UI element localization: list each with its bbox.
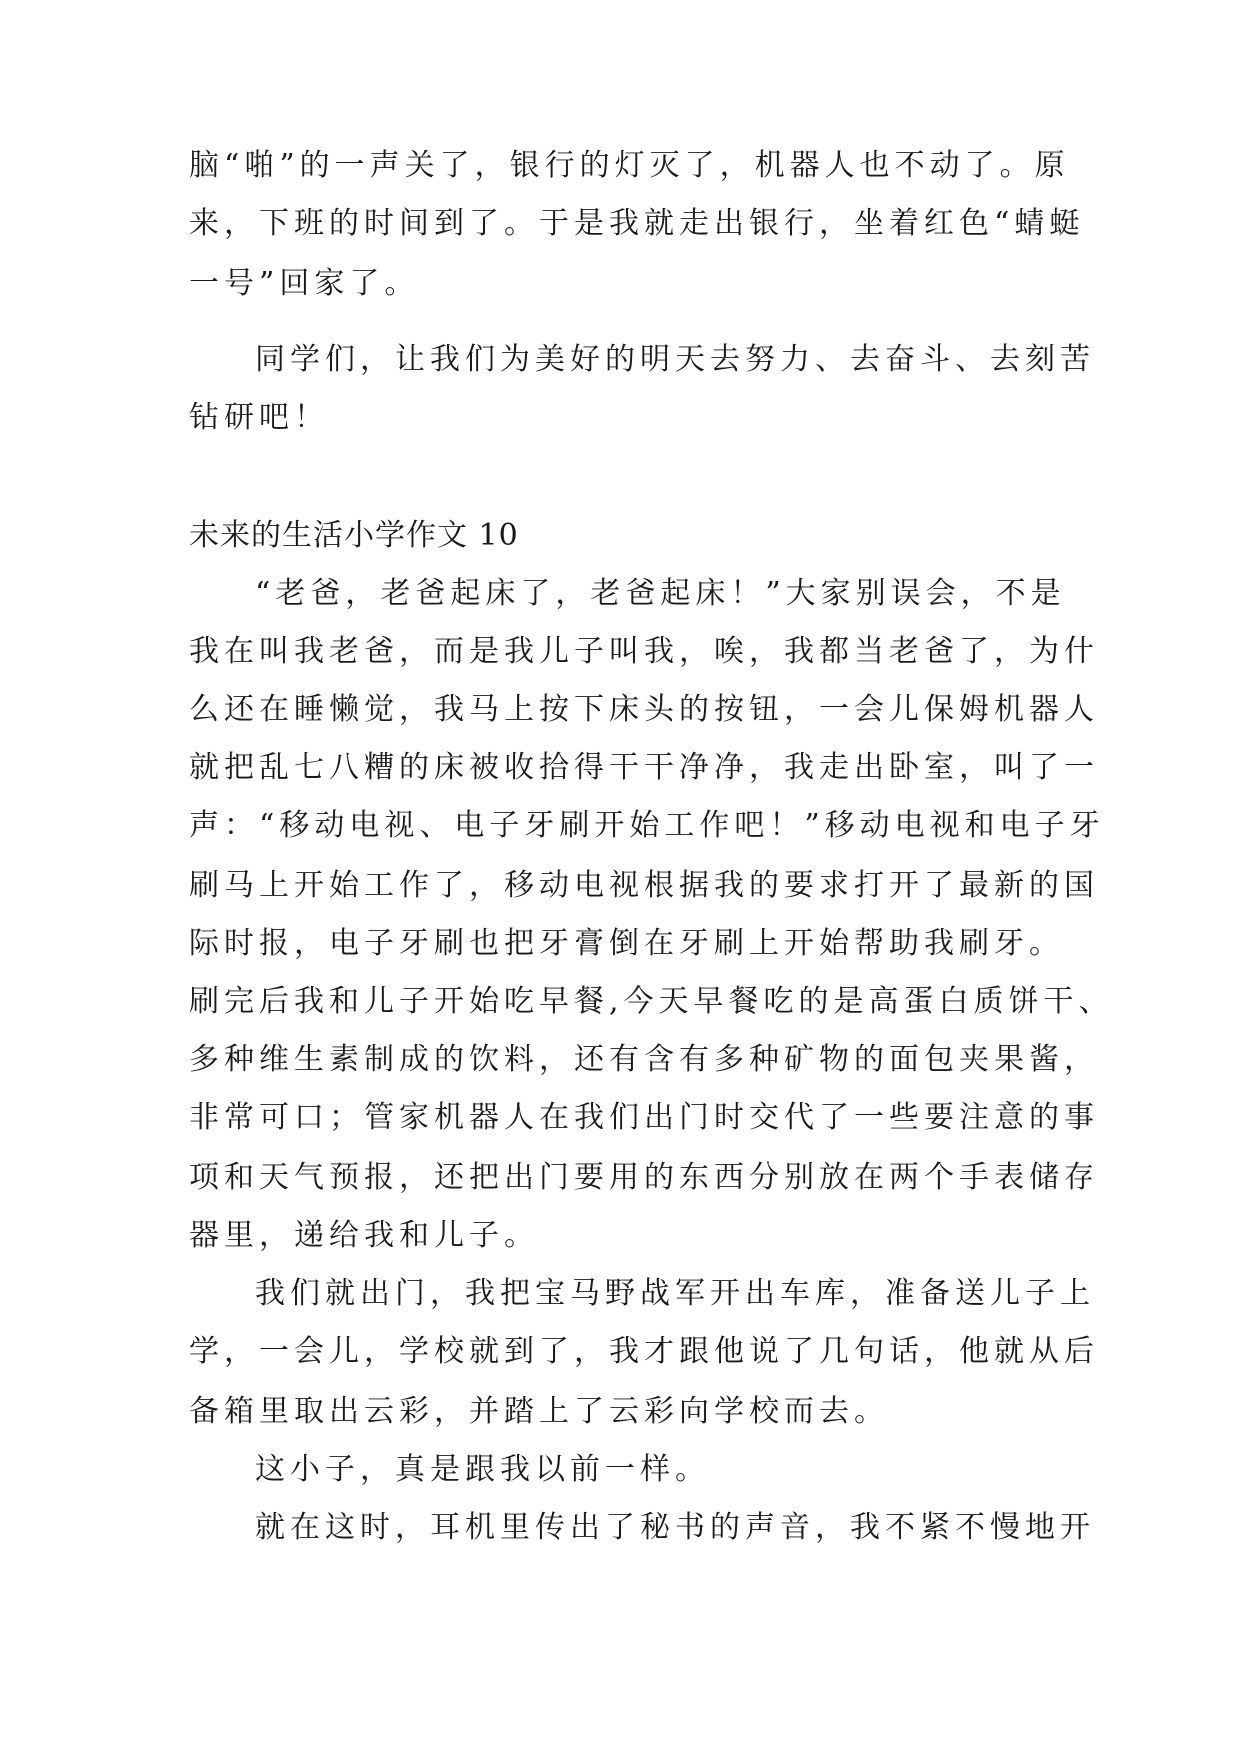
text-line: 学，一会儿，学校就到了，我才跟他说了几句话，他就从后 [189, 1334, 1099, 1369]
text-line: 就在这时，耳机里传出了秘书的声音，我不紧不慢地开 [255, 1510, 1095, 1545]
text-line: 声：“移动电视、电子牙刷开始工作吧！”移动电视和电子牙 [189, 808, 1105, 843]
text-line: 我在叫我老爸，而是我儿子叫我，唉，我都当老爸了，为什 [189, 634, 1099, 669]
text-line: 脑“啪”的一声关了，银行的灯灭了，机器人也不动了。原 [189, 148, 1070, 183]
text-line: 多种维生素制成的饮料，还有含有多种矿物的面包夹果酱， [189, 1042, 1099, 1077]
text-line: 我们就出门，我把宝马野战军开出车库，准备送儿子上 [255, 1276, 1095, 1311]
text-line: 刷完后我和儿子开始吃早餐,今天早餐吃的是高蛋白质饼干、 [189, 984, 1114, 1019]
text-line: 就把乱七八糟的床被收拾得干干净净，我走出卧室，叫了一 [189, 750, 1099, 785]
text-line: 一号”回家了。 [189, 266, 420, 301]
text-line: 同学们，让我们为美好的明天去努力、去奋斗、去刻苦 [255, 342, 1095, 377]
text-line: 器里，递给我和儿子。 [189, 1218, 539, 1253]
text-line: 项和天气预报，还把出门要用的东西分别放在两个手表储存 [189, 1160, 1099, 1195]
text-line: “老爸，老爸起床了，老爸起床！”大家别误会，不是 [255, 576, 1066, 611]
text-line: 这小子，真是跟我以前一样。 [255, 1452, 710, 1487]
text-line: 际时报，电子牙刷也把牙膏倒在牙刷上开始帮助我刷牙。 [189, 926, 1064, 961]
text-line: 非常可口；管家机器人在我们出门时交代了一些要注意的事 [189, 1100, 1099, 1135]
section-title: 未来的生活小学作文 10 [189, 518, 519, 553]
text-line: 么还在睡懒觉，我马上按下床头的按钮，一会儿保姆机器人 [189, 692, 1099, 727]
text-line: 来，下班的时间到了。于是我就走出银行，坐着红色“蜻蜓 [189, 206, 1085, 241]
text-line: 钻研吧！ [189, 400, 329, 435]
text-line: 备箱里取出云彩，并踏上了云彩向学校而去。 [189, 1394, 889, 1429]
text-line: 刷马上开始工作了，移动电视根据我的要求打开了最新的国 [189, 868, 1099, 903]
